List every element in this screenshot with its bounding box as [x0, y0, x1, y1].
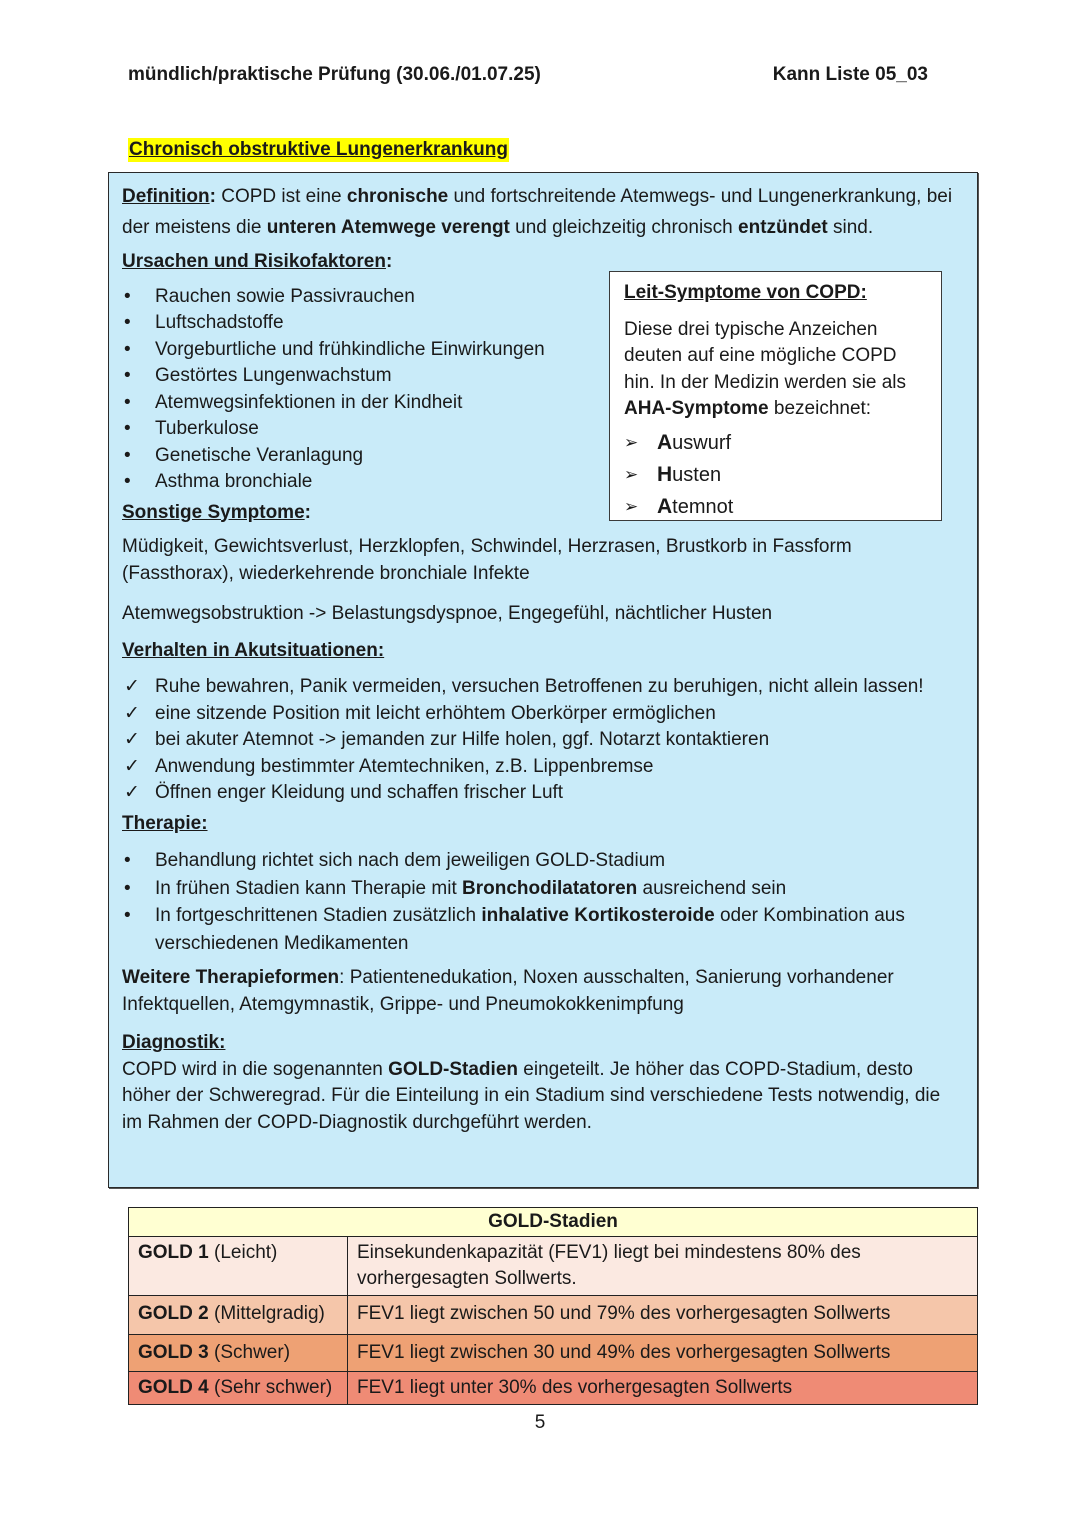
- page-header: [128, 64, 928, 86]
- arrow-bullet-icon: ➢: [624, 432, 639, 452]
- page-number: 5: [534, 1412, 546, 1433]
- obstruktion-text: Atemwegsobstruktion -> Belastungsdyspnoe, Engegefühl, nächtlicher Husten: [122, 603, 773, 624]
- list-item: • Gestörtes Lungenwachstum: [122, 363, 964, 390]
- sonstige-text: Müdigkeit, Gewichtsverlust, Herzklopfen, Schwindel, Herzrasen, Brustkorb in Fassform (Fassthorax), wiederkehrende bronchiale Infekte: [122, 536, 852, 584]
- therapie-list: [122, 847, 964, 957]
- table-row: [129, 1237, 978, 1296]
- arrow-bullet-icon: ➢: [624, 496, 639, 516]
- table-header: GOLD-Stadien: [129, 1208, 978, 1237]
- list-item: ✓ Öffnen enger Kleidung und schaffen frischer Luft: [122, 780, 964, 807]
- list-item: • Rauchen sowie Passivrauchen: [122, 284, 964, 311]
- list-item: ✓ bei akuter Atemnot -> jemanden zur Hilfe holen, ggf. Notarzt kontaktieren: [122, 727, 964, 754]
- therapie-heading: Therapie:: [122, 812, 208, 834]
- list-item: • Atemwegsinfektionen in der Kindheit: [122, 390, 964, 417]
- list-item: • Luftschadstoffe: [122, 310, 964, 337]
- check-icon: ✓: [124, 702, 140, 724]
- table-row: [129, 1372, 978, 1405]
- gold-stadien-table: [128, 1207, 978, 1405]
- list-item: • Genetische Veranlagung: [122, 443, 964, 470]
- description-cell: FEV1 liegt zwischen 30 und 49% des vorhergesagten Sollwerts: [348, 1335, 978, 1372]
- list-item: ✓ Anwendung bestimmter Atemtechniken, z.B. Lippenbremse: [122, 754, 964, 781]
- diagnostik-section: [122, 1030, 964, 1136]
- ursachen-heading: Ursachen und Risikofaktoren: [122, 251, 386, 272]
- list-item: • Asthma bronchiale: [122, 469, 964, 496]
- check-icon: ✓: [124, 676, 140, 697]
- verhalten-list: [122, 674, 964, 807]
- list-item: ➢ Atemnot: [624, 491, 927, 523]
- check-icon: ✓: [124, 755, 140, 777]
- sonstige-heading: Sonstige Symptome: [122, 501, 305, 523]
- header-list-id: Kann Liste 05_03: [772, 64, 928, 85]
- list-item: • Tuberkulose: [122, 416, 964, 443]
- table-row: [129, 1296, 978, 1335]
- therapie-section: [122, 811, 964, 1019]
- definition-label: Definition: [122, 186, 210, 207]
- table-row: [129, 1335, 978, 1372]
- check-icon: ✓: [124, 782, 140, 803]
- sonstige-section: Sonstige Symptome: Müdigkeit, Gewichtsverlust, Herzklopfen, Schwindel, Herzrasen, Brustkorb in Fassform (Fassthorax), wiederkehrende bronchiale Infekte Atemwegsobstruktion -> Belastungsdyspnoe, Engegefühl, nächtlicher Husten: [122, 500, 964, 628]
- leit-symptome-heading: Leit-Symptome von COPD:: [624, 282, 867, 303]
- diagnostik-text: COPD wird in die sogenannten GOLD-Stadien eingeteilt. Je höher das COPD-Stadium, desto höher der Schweregrad. Für die Einteilung in ein Stadium sind verschiedene Tests notwendig, die im Rahmen der COPD-Diagnostik durchgeführt werden.: [122, 1058, 941, 1133]
- verhalten-section: [122, 638, 964, 807]
- aha-list: [624, 427, 927, 523]
- list-item: ➢ Husten: [624, 459, 927, 491]
- list-item: • Vorgeburtliche und frühkindliche Einwirkungen: [122, 337, 964, 364]
- list-item: • Behandlung richtet sich nach dem jeweiligen GOLD-Stadium: [122, 847, 964, 875]
- document-title: Chronisch obstruktive Lungenerkrankung: [129, 139, 508, 160]
- copd-info-box: [108, 172, 978, 1188]
- header-exam-title: mündlich/praktische Prüfung (30.06./01.07.25): [128, 64, 541, 85]
- stage-cell: GOLD 4 (Sehr schwer): [129, 1372, 348, 1405]
- description-cell: Einsekundenkapazität (FEV1) liegt bei mindestens 80% des vorhergesagten Sollwerts.: [348, 1237, 978, 1296]
- definition-paragraph: Definition: COPD ist eine chronische und fortschreitende Atemwegs- und Lungenerkrankung, bei der meistens die unteren Atemwege verengt und gleichzeitig chronisch entzündet sind.: [122, 186, 953, 238]
- description-cell: FEV1 liegt unter 30% des vorhergesagten Sollwerts: [348, 1372, 978, 1405]
- stage-cell: GOLD 3 (Schwer): [129, 1335, 348, 1372]
- arrow-bullet-icon: ➢: [624, 464, 639, 484]
- stage-cell: GOLD 1 (Leicht): [129, 1237, 348, 1296]
- ursachen-section: Ursachen und Risikofaktoren: • Rauchen sowie Passivrauchen • Luftschadstoffe • Vorgeburtliche und frühkindliche Einwirkungen • Gestörtes Lungenwachstum • Atemwegsinfektionen in der Kindheit • Tuberkulose • Genetische Veranlagung • Asthma bronchiale: [122, 249, 964, 496]
- check-icon: ✓: [124, 729, 140, 750]
- list-item: • In frühen Stadien kann Therapie mit Bronchodilatatoren ausreichend sein: [122, 875, 964, 903]
- stage-cell: GOLD 2 (Mittelgradig): [129, 1296, 348, 1335]
- list-item: ➢ Auswurf: [624, 427, 927, 459]
- list-item: • In fortgeschrittenen Stadien zusätzlich inhalative Kortikosteroide oder Kombination aus verschiedenen Medikamenten: [122, 902, 964, 957]
- leit-symptome-text: Diese drei typische Anzeichen deuten auf eine mögliche COPD hin. In der Medizin werden sie als AHA-Symptome bezeichnet:: [624, 318, 906, 419]
- description-cell: FEV1 liegt zwischen 50 und 79% des vorhergesagten Sollwerts: [348, 1296, 978, 1335]
- leit-symptome-box: [609, 271, 942, 521]
- verhalten-heading: Verhalten in Akutsituationen:: [122, 639, 385, 661]
- list-item: ✓ eine sitzende Position mit leicht erhöhtem Oberkörper ermöglichen: [122, 701, 964, 728]
- weitere-therapie-text: Weitere Therapieformen: Patientenedukation, Noxen ausschalten, Sanierung vorhandener Infektquellen, Atemgymnastik, Grippe- und Pneumokokkenimpfung: [122, 967, 894, 1015]
- list-item: ✓ Ruhe bewahren, Panik vermeiden, versuchen Betroffenen zu beruhigen, nicht allein lassen!: [122, 674, 964, 701]
- diagnostik-heading: Diagnostik:: [122, 1032, 226, 1053]
